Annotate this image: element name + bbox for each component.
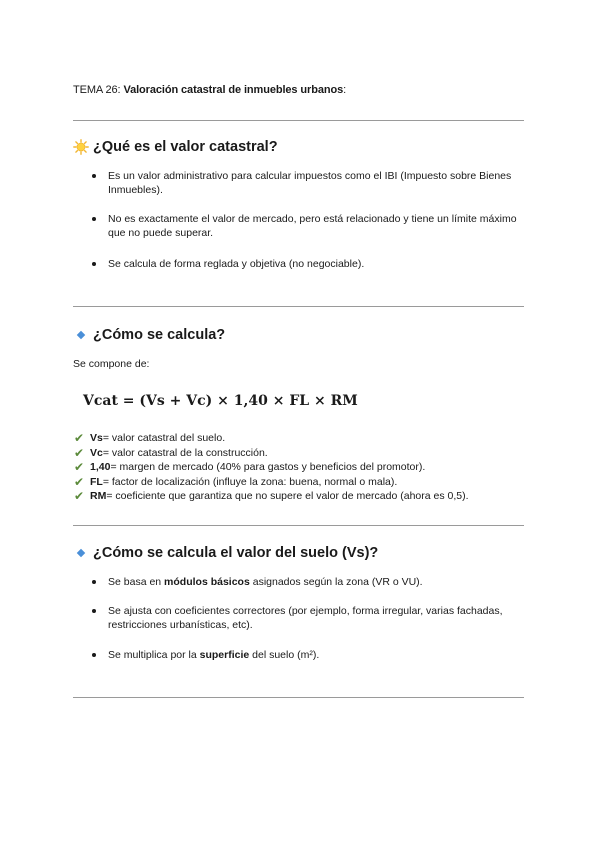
definition-text: = factor de localización (influye la zona: buena, normal o mala). [102, 475, 398, 488]
bullet-list [90, 604, 530, 632]
check-mark-icon: ✔ [74, 460, 85, 475]
divider [73, 697, 524, 698]
formula: Vcat = (Vs + Vc) × 1,40 × FL × RM [83, 393, 358, 409]
section-heading-how-calculated [73, 327, 225, 343]
topic-title: Valoración catastral de inmuebles urbanos [123, 84, 344, 96]
definition-term: FL [90, 475, 103, 488]
list-item: Se multiplica por la superficie del suelo (m²). [90, 648, 530, 662]
definition-term: Vc [90, 446, 103, 459]
definition-text: = margen de mercado (40% para gastos y beneficios del promotor). [110, 461, 426, 474]
check-mark-icon: ✔ [74, 489, 85, 504]
definition-term: RM [90, 490, 107, 503]
list-item: Se calcula de forma reglada y objetiva (no negociable). [90, 257, 530, 271]
bullet-list [90, 212, 530, 240]
divider [73, 120, 524, 121]
bullet-list [90, 575, 530, 589]
definition-list [74, 431, 469, 504]
definition-text: = coeficiente que garantiza que no supere el valor de mercado (ahora es 0,5). [106, 490, 469, 503]
list-item: Se ajusta con coeficientes correctores (por ejemplo, forma irregular, varias fachadas, restricciones urbanísticas, etc). [90, 604, 530, 632]
small-blue-diamond-icon [73, 545, 89, 561]
section-title: ¿Cómo se calcula? [93, 327, 226, 343]
definition-term: Vs [90, 432, 103, 444]
divider [73, 525, 524, 526]
section-heading-what-is [73, 139, 278, 155]
list-item: Se basa en módulos básicos asignados según la zona (VR o VU). [90, 575, 530, 589]
bullet-list [90, 648, 530, 662]
section-title: ¿Qué es el valor catastral? [93, 139, 278, 155]
definition-term: 1,40 [90, 461, 111, 474]
list-item: No es exactamente el valor de mercado, pero está relacionado y tiene un límite máximo que no puede superar. [90, 212, 530, 240]
check-mark-icon: ✔ [74, 431, 85, 445]
sun-icon [73, 139, 89, 155]
topic-prefix: TEMA 26: [73, 84, 124, 96]
definition-item [74, 446, 469, 461]
bullet-list [90, 257, 530, 271]
definition-item [74, 475, 469, 490]
check-mark-icon: ✔ [74, 445, 85, 460]
topic-line [73, 84, 346, 96]
topic-suffix: : [343, 84, 347, 96]
definition-item [74, 489, 469, 504]
check-mark-icon: ✔ [74, 474, 85, 489]
bullet-list [90, 169, 530, 197]
small-blue-diamond-icon [73, 327, 89, 343]
definition-text: = valor catastral del suelo. [102, 432, 226, 444]
list-item: Es un valor administrativo para calcular impuestos como el IBI (Impuesto sobre Bienes Inmuebles). [90, 169, 530, 197]
definition-text: = valor catastral de la construcción. [102, 446, 268, 459]
section-title: ¿Cómo se calcula el valor del suelo (Vs)? [93, 545, 379, 561]
definition-item [74, 431, 469, 446]
intro-text: Se compone de: [73, 358, 150, 370]
divider [73, 306, 524, 307]
section-heading-land-value [73, 545, 378, 561]
definition-item [74, 460, 469, 475]
